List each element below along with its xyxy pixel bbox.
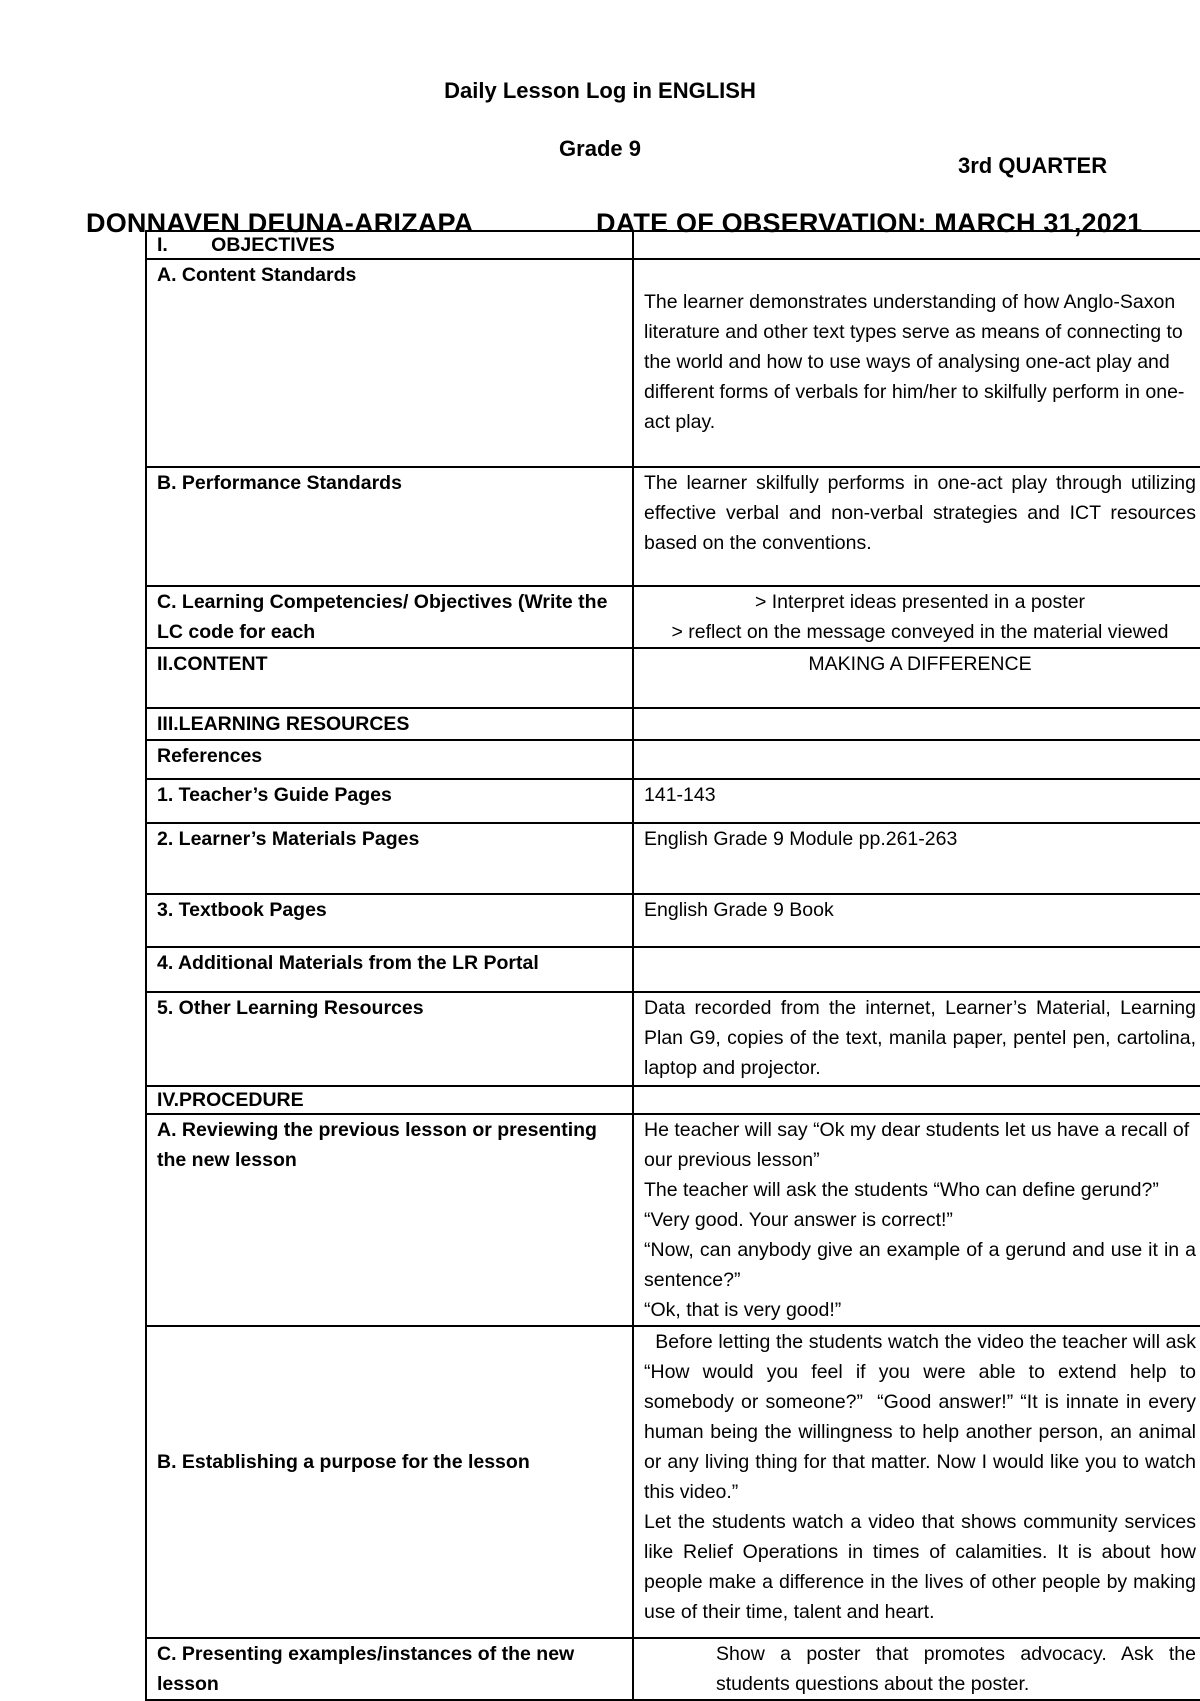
content-value: MAKING A DIFFERENCE bbox=[633, 648, 1200, 708]
procedure-label: IV.PROCEDURE bbox=[146, 1086, 633, 1114]
table-row bbox=[146, 1638, 1200, 1700]
references-value bbox=[633, 740, 1200, 779]
purpose-label: B. Establishing a purpose for the lesson bbox=[146, 1326, 633, 1638]
document-title: Daily Lesson Log in ENGLISH bbox=[444, 78, 756, 103]
references-label: References bbox=[146, 740, 633, 779]
procedure-value bbox=[633, 1086, 1200, 1114]
competency-line-1: > Interpret ideas presented in a poster bbox=[754, 591, 1086, 613]
textbook-label: 3. Textbook Pages bbox=[146, 894, 633, 947]
reviewing-line: He teacher will say “Ok my dear students let us have a recall of our previous lesson” bbox=[644, 1119, 1190, 1171]
table-row bbox=[146, 894, 1200, 947]
purpose-paragraph-2: Let the students watch a video that shows community services like Relief Operations in times of calamities. It is about how people make a difference in the lives of other people by making use of their time, talent and heart. bbox=[644, 1511, 1196, 1623]
lm-pages-label: 2. Learner’s Materials Pages bbox=[146, 823, 633, 894]
table-row bbox=[146, 467, 1200, 586]
purpose-paragraph-1: Before letting the students watch the video the teacher will ask “How would you feel if you were able to extend help to somebody or someone?” “Good answer!” “It is innate in every human being the willingness to help another person, an animal or any living thing for that matter. Now I would like you to watch this video.” bbox=[644, 1331, 1196, 1503]
teacher-name: DONNAVEN DEUNA-ARIZAPA bbox=[86, 208, 474, 238]
tg-pages-value: 141-143 bbox=[633, 779, 1200, 823]
performance-standards-value: The learner skilfully performs in one-act play through utilizing effective verbal and non-verbal strategies and ICT resources based on the conventions. bbox=[633, 467, 1200, 586]
lr-portal-label: 4. Additional Materials from the LR Portal bbox=[146, 947, 633, 992]
lm-pages-value: English Grade 9 Module pp.261-263 bbox=[633, 823, 1200, 894]
lesson-log-table bbox=[145, 230, 1200, 1701]
content-standards-text: The learner demonstrates understanding of how Anglo-Saxon literature and other text types serve as means of connecting to the world and how to use ways of analysing one-act play and different forms of verbals for him/her to skilfully perform in one-act play. bbox=[644, 291, 1185, 433]
table-row bbox=[146, 1326, 1200, 1638]
table-row bbox=[146, 1086, 1200, 1114]
performance-standards-label: B. Performance Standards bbox=[146, 467, 633, 586]
table-row bbox=[146, 586, 1200, 648]
tg-pages-label: 1. Teacher’s Guide Pages bbox=[146, 779, 633, 823]
table-row bbox=[146, 1114, 1200, 1326]
other-resources-value: Data recorded from the internet, Learner’s Material, Learning Plan G9, copies of the text, manila paper, pentel pen, cartolina, laptop and projector. bbox=[633, 992, 1200, 1086]
quarter-label: 3rd QUARTER bbox=[958, 153, 1108, 178]
reviewing-value bbox=[633, 1114, 1200, 1326]
table-row bbox=[146, 992, 1200, 1086]
objectives-label: I. OBJECTIVES bbox=[146, 231, 633, 259]
table-row bbox=[146, 947, 1200, 992]
reviewing-line: “Very good. Your answer is correct!” bbox=[644, 1209, 953, 1231]
purpose-value bbox=[633, 1326, 1200, 1638]
table-row bbox=[146, 823, 1200, 894]
reviewing-line: “Ok, that is very good!” bbox=[644, 1299, 842, 1321]
content-label: II.CONTENT bbox=[146, 648, 633, 708]
resources-value bbox=[633, 708, 1200, 740]
competencies-label: C. Learning Competencies/ Objectives (Write the LC code for each bbox=[146, 586, 633, 648]
reviewing-label: A. Reviewing the previous lesson or presenting the new lesson bbox=[146, 1114, 633, 1326]
resources-label: III.LEARNING RESOURCES bbox=[146, 708, 633, 740]
table-row bbox=[146, 740, 1200, 779]
competency-line-2: > reflect on the message conveyed in the material viewed bbox=[671, 621, 1169, 643]
table-row bbox=[146, 708, 1200, 740]
textbook-value: English Grade 9 Book bbox=[633, 894, 1200, 947]
content-standards-label: A. Content Standards bbox=[146, 259, 633, 467]
content-standards-value bbox=[633, 259, 1200, 467]
table-row bbox=[146, 779, 1200, 823]
reviewing-line: The teacher will ask the students “Who can define gerund?” bbox=[644, 1179, 1159, 1201]
competencies-value bbox=[633, 586, 1200, 648]
reviewing-line: “Now, can anybody give an example of a gerund and use it in a sentence?” bbox=[644, 1239, 1196, 1291]
other-resources-label: 5. Other Learning Resources bbox=[146, 992, 633, 1086]
presenting-label: C. Presenting examples/instances of the new lesson bbox=[146, 1638, 633, 1700]
observation-date: DATE OF OBSERVATION: MARCH 31,2021 bbox=[596, 208, 1143, 238]
table-row bbox=[146, 259, 1200, 467]
grade-label: Grade 9 bbox=[559, 136, 641, 161]
presenting-value: Show a poster that promotes advocacy. Ask the students questions about the poster. bbox=[633, 1638, 1200, 1700]
lr-portal-value bbox=[633, 947, 1200, 992]
table-row bbox=[146, 648, 1200, 708]
